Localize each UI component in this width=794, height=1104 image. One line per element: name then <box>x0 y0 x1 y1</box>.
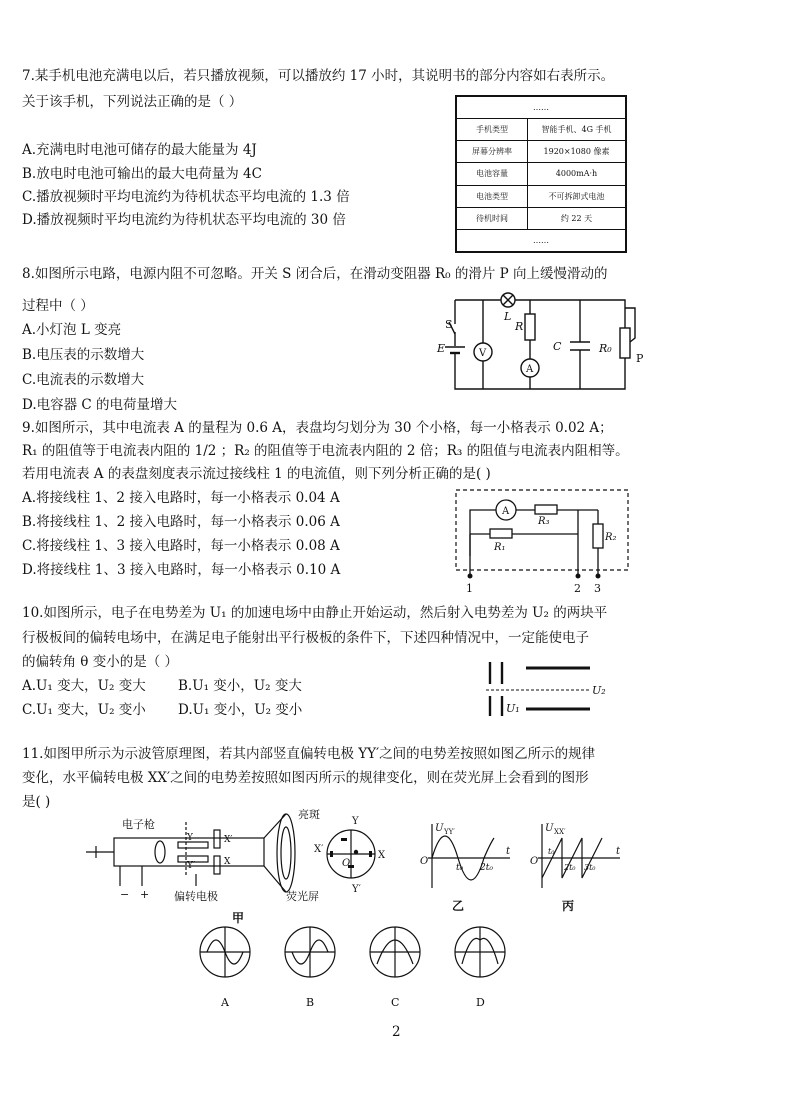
q8-stem-line1: 8.如图所示电路，电源内阻不可忽略。开关 S 闭合后，在滑动变阻器 R₀ 的滑片 P 向上缓慢滑动的 <box>22 266 608 282</box>
q9-terminal-3: 3 <box>594 582 601 595</box>
q11-label-screen-yprime: Y′ <box>352 884 361 895</box>
q11-choice-c-figure <box>370 927 420 977</box>
q10-option-d: D.U₁ 变小，U₂ 变小 <box>178 702 303 718</box>
q11-choice-b-label: B <box>306 996 315 1009</box>
q11-bing-3t0: 3t₀ <box>584 863 596 872</box>
q11-label-y-electrode: Y <box>187 833 193 843</box>
q8-stem-line2: 过程中（ ） <box>22 298 94 314</box>
q7-option-a: A.充满电时电池可储存的最大能量为 4J <box>22 142 257 158</box>
q11-caption-yi: 乙 <box>452 899 465 913</box>
q11-graph-yi <box>418 818 518 916</box>
q11-choice-a-figure <box>200 927 250 977</box>
q11-bing-ylabel: U <box>545 823 554 834</box>
q11-graph-bing <box>528 818 628 916</box>
q9-label-r3: R₃ <box>538 516 550 527</box>
q10-label-u2: U₂ <box>592 684 606 697</box>
q11-yi-ylabel-sub: YY′ <box>444 828 455 836</box>
q7-spec-table <box>455 95 627 253</box>
q11-choice-c-label: C <box>391 996 400 1009</box>
q11-stem-line3: 是( ) <box>22 794 51 810</box>
q11-bing-t: t <box>616 846 621 857</box>
q11-choice-d-figure <box>455 927 505 977</box>
spec-key: 电池容量 <box>456 163 528 185</box>
q9-terminal-1: 1 <box>466 582 473 595</box>
q9-label-r1: R₁ <box>494 542 506 553</box>
spec-key: 电池类型 <box>456 185 528 207</box>
q10-stem-line1: 10.如图所示，电子在电势差为 U₁ 的加速电场中由静止开始运动，然后射入电势差为 U₂ 的两块平 <box>22 605 608 621</box>
q8-label-r0: R₀ <box>599 342 612 355</box>
q8-label-p: P <box>636 352 644 365</box>
q9-option-b: B.将接线柱 1、2 接入电路时，每一小格表示 0.06 A <box>22 514 340 530</box>
q11-choice-a-label: A <box>221 996 229 1009</box>
q11-label-screen-y: Y <box>352 816 359 827</box>
q11-bing-origin: O <box>530 856 539 867</box>
q11-stem-line2: 变化，水平偏转电极 XX′之间的电势差按照如图丙所示的规律变化，则在荧光屏上会看到的图形 <box>22 770 589 786</box>
q11-yi-t: t <box>506 846 511 857</box>
q11-caption-bing: 丙 <box>562 899 575 913</box>
q8-label-c: C <box>553 340 562 353</box>
q11-label-minus: − <box>120 888 130 901</box>
q7-stem-line2: 关于该手机，下列说法正确的是（ ） <box>22 94 243 110</box>
q11-label-plus: + <box>140 888 150 901</box>
q8-circuit-diagram <box>435 284 660 406</box>
q9-label-ammeter: A <box>502 506 510 517</box>
q9-stem-line1: 9.如图所示，其中电流表 A 的量程为 0.6 A，表盘均匀划分为 30 个小格，每一小格表示 0.02 A； <box>22 420 613 436</box>
spec-value: 不可拆卸式电池 <box>528 185 627 207</box>
q9-stem-line2: R₁ 的阻值等于电流表内阻的 1/2 ；R₂ 的阻值等于电流表内阻的 2 倍；R₃ 的阻值与电流表内阻相等。 <box>22 443 629 459</box>
q11-answer-choices <box>195 920 515 1010</box>
q11-label-yprime-electrode: Y′ <box>187 861 195 871</box>
q8-option-c: C.电流表的示数增大 <box>22 372 145 388</box>
spec-value: 1920×1080 像素 <box>528 141 627 163</box>
q9-terminal-2: 2 <box>574 582 581 595</box>
q8-label-l: L <box>504 310 512 323</box>
q7-stem-line1: 7.某手机电池充满电以后，若只播放视频，可以播放约 17 小时，其说明书的部分内容如右表所示。 <box>22 68 615 84</box>
q7-option-b: B.放电时电池可输出的最大电荷量为 4C <box>22 166 262 182</box>
q11-label-screen: 荧光屏 <box>286 890 319 903</box>
q10-deflection-diagram <box>480 656 630 724</box>
q7-option-d: D.播放视频时平均电流约为待机状态平均电流的 30 倍 <box>22 212 346 228</box>
q11-label-electron-gun: 电子枪 <box>122 818 155 831</box>
q7-option-c: C.播放视频时平均电流约为待机状态平均电流的 1.3 倍 <box>22 189 350 205</box>
q8-option-a: A.小灯泡 L 变亮 <box>22 322 122 338</box>
q11-caption-jia: 甲 <box>232 911 245 925</box>
q9-option-a: A.将接线柱 1、2 接入电路时，每一小格表示 0.04 A <box>22 490 340 506</box>
q11-choice-d-label: D <box>476 996 485 1009</box>
q11-label-x-electrode: X <box>224 857 231 867</box>
page-number: 2 <box>392 1024 401 1040</box>
q9-option-c: C.将接线柱 1、3 接入电路时，每一小格表示 0.08 A <box>22 538 340 554</box>
q11-label-screen-xprime: X′ <box>314 844 324 855</box>
q11-yi-2t0: 2t₀ <box>480 863 493 873</box>
spec-ellipsis-top: …… <box>456 96 626 119</box>
q9-option-d: D.将接线柱 1、3 接入电路时，每一小格表示 0.10 A <box>22 562 341 578</box>
q11-label-bright-spot: 亮斑 <box>298 808 320 821</box>
q10-option-a: A.U₁ 变大，U₂ 变大 <box>22 678 146 694</box>
q9-circuit-diagram <box>450 488 635 596</box>
q11-label-electrode: 偏转电极 <box>174 890 218 903</box>
q8-label-e: E <box>437 342 446 355</box>
spec-ellipsis-bottom: …… <box>456 229 626 252</box>
q8-label-v: V <box>479 348 487 359</box>
q10-stem-line2: 行极板间的偏转电场中，在满足电子能射出平行极板的条件下，下述四种情况中，一定能使电子 <box>22 630 589 646</box>
spec-key: 手机类型 <box>456 119 528 141</box>
q8-label-a: A <box>526 364 534 375</box>
q10-label-u1: U₁ <box>506 702 520 715</box>
spec-key: 屏幕分辨率 <box>456 141 528 163</box>
q11-label-screen-x: X <box>378 850 386 861</box>
q10-option-c: C.U₁ 变大，U₂ 变小 <box>22 702 146 718</box>
spec-value: 智能手机、4G 手机 <box>528 119 627 141</box>
q11-stem-line1: 11.如图甲所示为示波管原理图，若其内部竖直偏转电极 YY′之间的电势差按照如图乙所示的规律 <box>22 746 596 762</box>
q11-bing-2t0: 2t₀ <box>564 863 576 872</box>
q10-option-b: B.U₁ 变小，U₂ 变大 <box>178 678 302 694</box>
q11-bing-ylabel-sub: XX′ <box>554 828 566 836</box>
q9-stem-line3: 若用电流表 A 的表盘刻度表示流过接线柱 1 的电流值，则下列分析正确的是( ) <box>22 466 491 482</box>
q8-option-d: D.电容器 C 的电荷量增大 <box>22 397 178 413</box>
q11-label-xprime-electrode: X′ <box>224 835 233 845</box>
q11-label-screen-origin: O <box>342 858 351 869</box>
q8-option-b: B.电压表的示数增大 <box>22 347 145 363</box>
q10-stem-line3: 的偏转角 θ 变小的是（ ） <box>22 654 179 670</box>
q11-yi-origin: O <box>420 856 429 867</box>
q8-label-r: R <box>515 320 524 333</box>
spec-key: 待机时间 <box>456 207 528 229</box>
spec-value: 约 22 天 <box>528 207 627 229</box>
q9-label-r2: R₂ <box>605 532 617 543</box>
spec-value: 4000mA·h <box>528 163 627 185</box>
q11-oscilloscope-figure-jia <box>86 808 386 926</box>
q11-yi-ylabel: U <box>435 823 444 834</box>
q11-choice-b-figure <box>285 927 335 977</box>
q11-bing-t0: t₀ <box>548 847 555 856</box>
q8-label-s: S <box>445 318 453 331</box>
q11-yi-t0: t₀ <box>456 863 464 873</box>
